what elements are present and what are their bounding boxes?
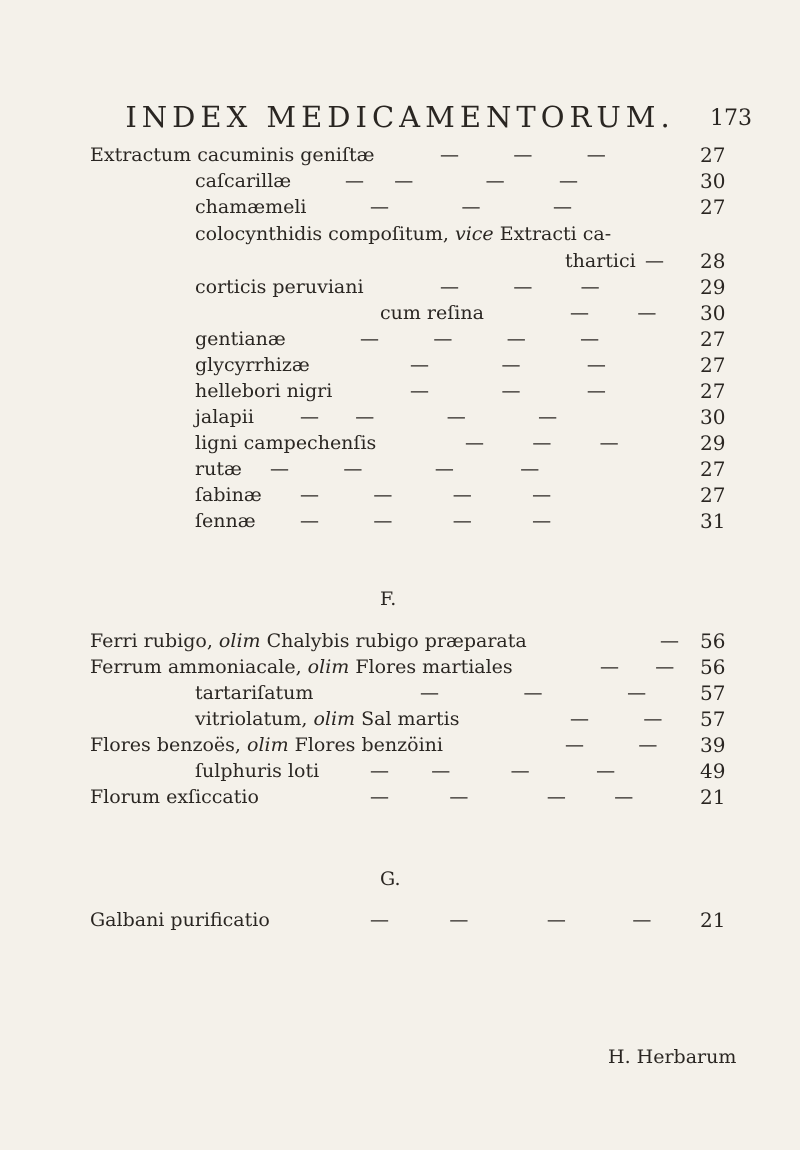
- entry-text: Florum exſiccatio: [90, 786, 259, 808]
- leader-dashes: — —: [570, 302, 657, 324]
- running-header: INDEX MEDICAMENTORUM.: [125, 100, 675, 134]
- entry-text-part: Flores benzöini: [294, 734, 443, 756]
- entry-page: 28: [700, 249, 726, 273]
- index-entry: [0, 300, 800, 326]
- index-entry: [0, 352, 800, 378]
- leader-dashes: — — — —: [300, 510, 552, 532]
- leader-dashes: — —: [600, 656, 675, 678]
- entry-text-part: Sal martis: [361, 708, 460, 730]
- entry-page: 49: [700, 759, 726, 783]
- entry-page: 39: [700, 733, 726, 757]
- index-entry: [0, 378, 800, 404]
- entry-page: 21: [700, 785, 726, 809]
- entry-page: 31: [700, 509, 726, 533]
- entry-text: Galbani purificatio: [90, 909, 270, 931]
- index-entry: [0, 248, 800, 274]
- entry-text-part: Flores martiales: [355, 656, 513, 678]
- entry-text: thartici: [565, 250, 636, 272]
- entry-text: gentianæ: [195, 328, 286, 350]
- entry-text: tartariſatum: [195, 682, 314, 704]
- leader-dashes: — — — —: [270, 458, 540, 480]
- entry-text: ſabinæ: [195, 484, 262, 506]
- entry-text: chamæmeli: [195, 196, 307, 218]
- entry-text: jalapii: [195, 406, 254, 428]
- entry-page: 27: [700, 353, 726, 377]
- index-entry: [0, 482, 800, 508]
- entry-italic: olim: [313, 708, 356, 730]
- entry-page: 56: [700, 629, 726, 653]
- index-entry: [0, 221, 800, 247]
- entry-text: [195, 706, 459, 732]
- entry-text: glycyrrhizæ: [195, 354, 310, 376]
- entry-text-part: Flores benzoës,: [90, 734, 241, 756]
- leader-dashes: — — — —: [370, 786, 634, 808]
- index-entry: [0, 194, 800, 220]
- entry-text: rutæ: [195, 458, 242, 480]
- leader-dashes: — — — —: [370, 909, 652, 931]
- entry-text-part: vitriolatum,: [195, 708, 308, 730]
- leader-dashes: — —: [570, 708, 663, 730]
- index-entry: [0, 706, 800, 732]
- leader-dashes: — — — —: [300, 406, 558, 428]
- entry-text: ſulphuris loti: [195, 760, 320, 782]
- index-entry: [0, 456, 800, 482]
- index-entry: [0, 758, 800, 784]
- entry-text: hellebori nigri: [195, 380, 333, 402]
- entry-text: [90, 628, 527, 654]
- index-entry: [0, 732, 800, 758]
- entry-text-part: Extracti ca-: [499, 223, 612, 245]
- entry-text: cum reſina: [380, 302, 484, 324]
- page-number: 173: [710, 106, 752, 131]
- entry-text-part: Chalybis rubigo præparata: [266, 630, 527, 652]
- entry-text: Extractum cacuminis geniſtæ: [90, 144, 375, 166]
- leader-dashes: —: [645, 250, 664, 272]
- index-entry: [0, 628, 800, 654]
- section-letter-f: F.: [380, 588, 397, 610]
- entry-italic: olim: [307, 656, 350, 678]
- entry-text-part: Ferri rubigo,: [90, 630, 213, 652]
- entry-italic: olim: [247, 734, 289, 756]
- entry-page: 27: [700, 143, 726, 167]
- index-entry: [0, 654, 800, 680]
- entry-text: [90, 654, 513, 680]
- leader-dashes: —: [660, 630, 679, 652]
- entry-text: [90, 732, 443, 758]
- leader-dashes: — — —: [410, 354, 606, 376]
- entry-page: 30: [700, 169, 726, 193]
- entry-italic: vice: [454, 223, 494, 245]
- leader-dashes: — — —: [410, 380, 606, 402]
- index-entry: [0, 404, 800, 430]
- entry-page: 27: [700, 379, 726, 403]
- leader-dashes: — — —: [465, 432, 619, 454]
- entry-page: 30: [700, 405, 726, 429]
- leader-dashes: — — —: [440, 144, 606, 166]
- leader-dashes: — — — —: [370, 760, 616, 782]
- entry-page: 27: [700, 327, 726, 351]
- index-entry: [0, 326, 800, 352]
- entry-page: 57: [700, 707, 726, 731]
- leader-dashes: — — —: [370, 196, 572, 218]
- entry-text: corticis peruviani: [195, 276, 364, 298]
- entry-page: 56: [700, 655, 726, 679]
- entry-text: [195, 221, 611, 247]
- index-entry: [0, 907, 800, 933]
- leader-dashes: — — — —: [360, 328, 600, 350]
- entry-text: caſcarillæ: [195, 170, 292, 192]
- entry-text-part: colocynthidis compoſitum,: [195, 223, 449, 245]
- index-entry: [0, 142, 800, 168]
- index-entry: [0, 430, 800, 456]
- leader-dashes: — —: [565, 734, 658, 756]
- entry-page: 21: [700, 908, 726, 932]
- section-letter-g: G.: [380, 868, 401, 890]
- index-entry: [0, 168, 800, 194]
- index-entry: [0, 680, 800, 706]
- leader-dashes: — — — —: [300, 484, 552, 506]
- entry-text-part: Ferrum ammoniacale,: [90, 656, 302, 678]
- entry-page: 27: [700, 195, 726, 219]
- index-entry: [0, 784, 800, 810]
- catchword: H. Herbarum: [608, 1046, 737, 1068]
- entry-text: ſennæ: [195, 510, 256, 532]
- index-entry: [0, 508, 800, 534]
- entry-page: 29: [700, 275, 726, 299]
- entry-page: 27: [700, 457, 726, 481]
- leader-dashes: — — —: [420, 682, 647, 704]
- index-entry: [0, 274, 800, 300]
- entry-page: 27: [700, 483, 726, 507]
- entry-text: ligni campechenſis: [195, 432, 377, 454]
- leader-dashes: — — — —: [345, 170, 579, 192]
- leader-dashes: — — —: [440, 276, 600, 298]
- entry-italic: olim: [218, 630, 261, 652]
- entry-page: 30: [700, 301, 726, 325]
- entry-page: 57: [700, 681, 726, 705]
- entry-page: 29: [700, 431, 726, 455]
